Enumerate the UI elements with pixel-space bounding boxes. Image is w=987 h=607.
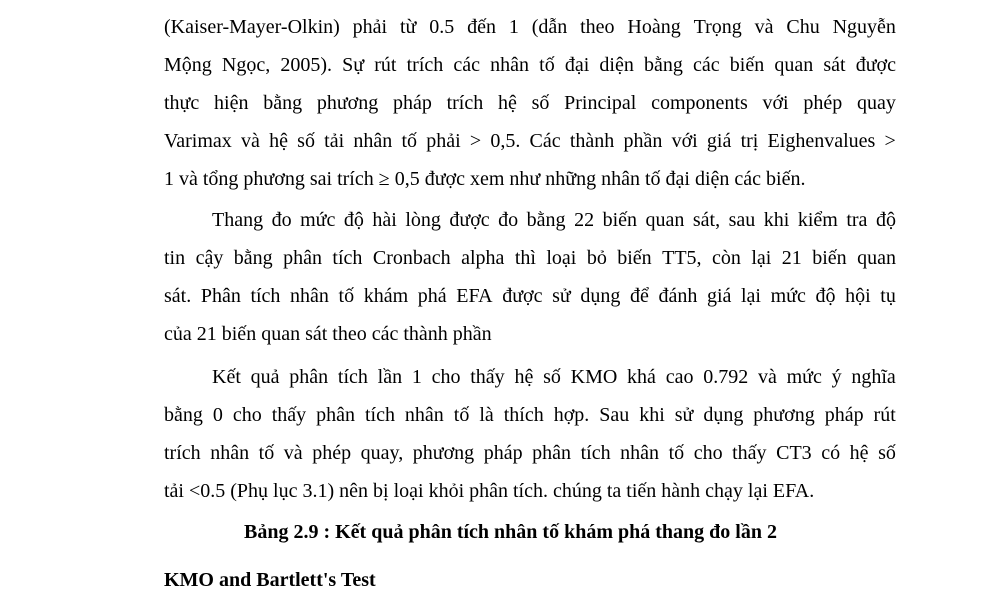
word: thực (164, 92, 200, 114)
word: thành (569, 130, 615, 152)
word: sử (552, 285, 571, 307)
word: tố (453, 404, 470, 426)
word: phần (623, 130, 663, 152)
paragraph-2-line-2 (164, 246, 896, 270)
word: tố (539, 54, 555, 76)
word: tích (337, 366, 368, 388)
word: mức (786, 366, 822, 388)
word: Hoàng (627, 16, 681, 38)
paragraph-1-line-2 (164, 53, 896, 77)
word: khám (363, 285, 409, 307)
word: bằng (233, 247, 273, 269)
word: Thang (212, 209, 264, 231)
word: với (671, 130, 698, 152)
word: khá (627, 366, 656, 388)
word: cho (431, 366, 461, 388)
word: hiện (214, 92, 249, 114)
word: để (629, 285, 649, 307)
paragraph-3-line-4: tải <0.5 (Phụ lục 3.1) nên bị loại khỏi phân tích. chúng ta tiến hành chạy lại EFA. (164, 480, 815, 502)
word: thấy (470, 366, 505, 388)
word: nhân (490, 54, 530, 76)
paragraph-1-line-4 (164, 129, 896, 153)
word: 0 (212, 404, 223, 426)
word: và (283, 442, 303, 464)
word: tích (332, 247, 363, 269)
word: giá (706, 130, 732, 152)
word: rút (873, 404, 896, 426)
word: dụng (580, 285, 621, 307)
word: 0,5. (490, 130, 521, 152)
word: các (693, 54, 720, 76)
word: quan (645, 209, 685, 231)
word: và (754, 16, 774, 38)
word: quay (856, 92, 896, 114)
word: tải (324, 130, 345, 152)
word: 1 (508, 16, 519, 38)
word: tra (846, 209, 868, 231)
word: 0.5 (429, 16, 455, 38)
word: độ (875, 209, 896, 231)
word: sau (728, 209, 756, 231)
word: cho (232, 404, 262, 426)
word: hệ (497, 92, 517, 114)
word: 2005). (280, 54, 333, 76)
word: hội (845, 285, 871, 307)
word: với (762, 92, 789, 114)
word: biến (729, 54, 765, 76)
word: Sau (599, 404, 630, 426)
word: quan (857, 247, 896, 269)
word: lại (740, 285, 761, 307)
paragraph-3-line-2 (164, 403, 896, 427)
paragraph-2-line-3 (164, 284, 896, 308)
word: lại (751, 247, 772, 269)
word: phân (289, 366, 329, 388)
word: còn (712, 247, 741, 269)
word: phương (412, 442, 475, 464)
word: phải (352, 16, 388, 38)
word: bỏ (586, 247, 607, 269)
word: biến (617, 247, 652, 269)
word: pháp (824, 404, 864, 426)
word: quay, (360, 442, 404, 464)
word: pháp (392, 92, 432, 114)
paragraph-2-line-4: của 21 biến quan sát theo các thành phần (164, 323, 492, 345)
word: dụng (703, 404, 744, 426)
word: components (651, 92, 748, 114)
word: hệ (269, 130, 288, 152)
word: nhân (353, 130, 393, 152)
section-heading: KMO and Bartlett's Test (164, 569, 376, 591)
word: quan (774, 54, 814, 76)
word: bằng (643, 54, 683, 76)
word: Cronbach (372, 247, 451, 269)
word: Principal (564, 92, 637, 114)
word: khi (763, 209, 790, 231)
word: phương (316, 92, 379, 114)
word: nhân (210, 442, 250, 464)
word: trích (446, 92, 484, 114)
word: > (469, 130, 482, 152)
word: Các (529, 130, 561, 152)
word: số (297, 130, 315, 152)
word: giá (706, 285, 732, 307)
word: cao (665, 366, 694, 388)
word: Chu (786, 16, 820, 38)
word: Sự (342, 54, 365, 76)
word: và (757, 366, 777, 388)
word: tích (364, 404, 395, 426)
word: tố (338, 285, 355, 307)
word: hệ (514, 366, 534, 388)
word: độ (815, 285, 836, 307)
word: quả (250, 366, 280, 388)
word: trị (740, 130, 759, 152)
word: đánh (658, 285, 698, 307)
word: phương (753, 404, 815, 426)
word: (Kaiser-Mayer-Olkin) (164, 16, 340, 38)
word: có (821, 442, 841, 464)
word: trích (406, 54, 444, 76)
word: thấy (271, 404, 307, 426)
word: là (479, 404, 494, 426)
word: tụ (880, 285, 896, 307)
word: mức (770, 285, 806, 307)
word: phá (417, 285, 447, 307)
word: hài (372, 209, 397, 231)
paragraph-1-line-1 (164, 15, 896, 39)
word: bằng (526, 209, 566, 231)
word: sát (823, 54, 846, 76)
word: rút (374, 54, 397, 76)
word: số (531, 92, 550, 114)
word: thích (503, 404, 544, 426)
word: hợp. (553, 404, 590, 426)
word: > (884, 130, 896, 152)
word: từ (399, 16, 417, 38)
word: đại (564, 54, 590, 76)
word: bằng (263, 92, 303, 114)
word: nhân (290, 285, 329, 307)
word: ý (831, 366, 842, 388)
word: theo (580, 16, 615, 38)
word: tố (258, 442, 275, 464)
paragraph-1-line-3 (164, 91, 896, 115)
word: pháp (483, 442, 523, 464)
word: thấy (732, 442, 767, 464)
word: được (449, 209, 490, 231)
word: CT3 (776, 442, 812, 464)
word: 0.792 (703, 366, 749, 388)
word: số (878, 442, 896, 464)
word: Eighenvalues (767, 130, 876, 152)
paragraph-3-line-1 (212, 365, 896, 389)
word: sử (674, 404, 694, 426)
word: KMO (570, 366, 618, 388)
word: phép (312, 442, 352, 464)
word: lòng (405, 209, 441, 231)
word: phân (532, 442, 572, 464)
word: nhân (620, 442, 660, 464)
word: đến (467, 16, 496, 38)
word: các (453, 54, 481, 76)
word: Trọng (693, 16, 742, 38)
word: lần (377, 366, 403, 388)
word: cậy (195, 247, 224, 269)
word: 22 (574, 209, 595, 231)
table-caption: Bảng 2.9 : Kết quả phân tích nhân tố khám phá thang đo lần 2 (244, 521, 777, 543)
word: sát, (692, 209, 721, 231)
word: TT5, (662, 247, 702, 269)
word: phân (283, 247, 322, 269)
word: mức (300, 209, 336, 231)
word: trích (164, 442, 201, 464)
word: Nguyễn (832, 16, 896, 38)
word: khi (639, 404, 665, 426)
word: đo (271, 209, 292, 231)
word: phép (803, 92, 843, 114)
word: Ngọc, (221, 54, 271, 76)
paragraph-2-line-1 (212, 208, 896, 232)
word: tích (250, 285, 281, 307)
word: sát. (164, 285, 192, 307)
word: biến (602, 209, 637, 231)
word: 21 (781, 247, 802, 269)
word: kiểm (797, 209, 838, 231)
word: số (543, 366, 561, 388)
word: nghĩa (851, 366, 896, 388)
word: tố (401, 130, 418, 152)
word: nhân (404, 404, 444, 426)
paragraph-3-line-3 (164, 441, 896, 465)
word: biến (812, 247, 847, 269)
word: alpha (461, 247, 505, 269)
word: Varimax (164, 130, 232, 152)
word: bằng (164, 404, 203, 426)
word: diện (599, 54, 634, 76)
word: và (240, 130, 260, 152)
word: tin (164, 247, 186, 269)
word: (dẫn (531, 16, 568, 38)
word: cho (693, 442, 723, 464)
word: hệ (849, 442, 869, 464)
word: 1 (411, 366, 422, 388)
word: được (502, 285, 543, 307)
word: độ (343, 209, 364, 231)
word: tố (668, 442, 685, 464)
word: Mộng (164, 54, 212, 76)
word: thì (514, 247, 536, 269)
word: loại (546, 247, 577, 269)
word: EFA (456, 285, 493, 307)
word: tích (580, 442, 611, 464)
paragraph-1-line-5: 1 và tổng phương sai trích ≥ 0,5 được xem như những nhân tố đại diện các biến. (164, 168, 806, 190)
word: phải (426, 130, 461, 152)
word: Phân (200, 285, 241, 307)
word: phân (316, 404, 355, 426)
word: Kết (212, 366, 241, 388)
word: đo (498, 209, 519, 231)
word: được (855, 54, 896, 76)
